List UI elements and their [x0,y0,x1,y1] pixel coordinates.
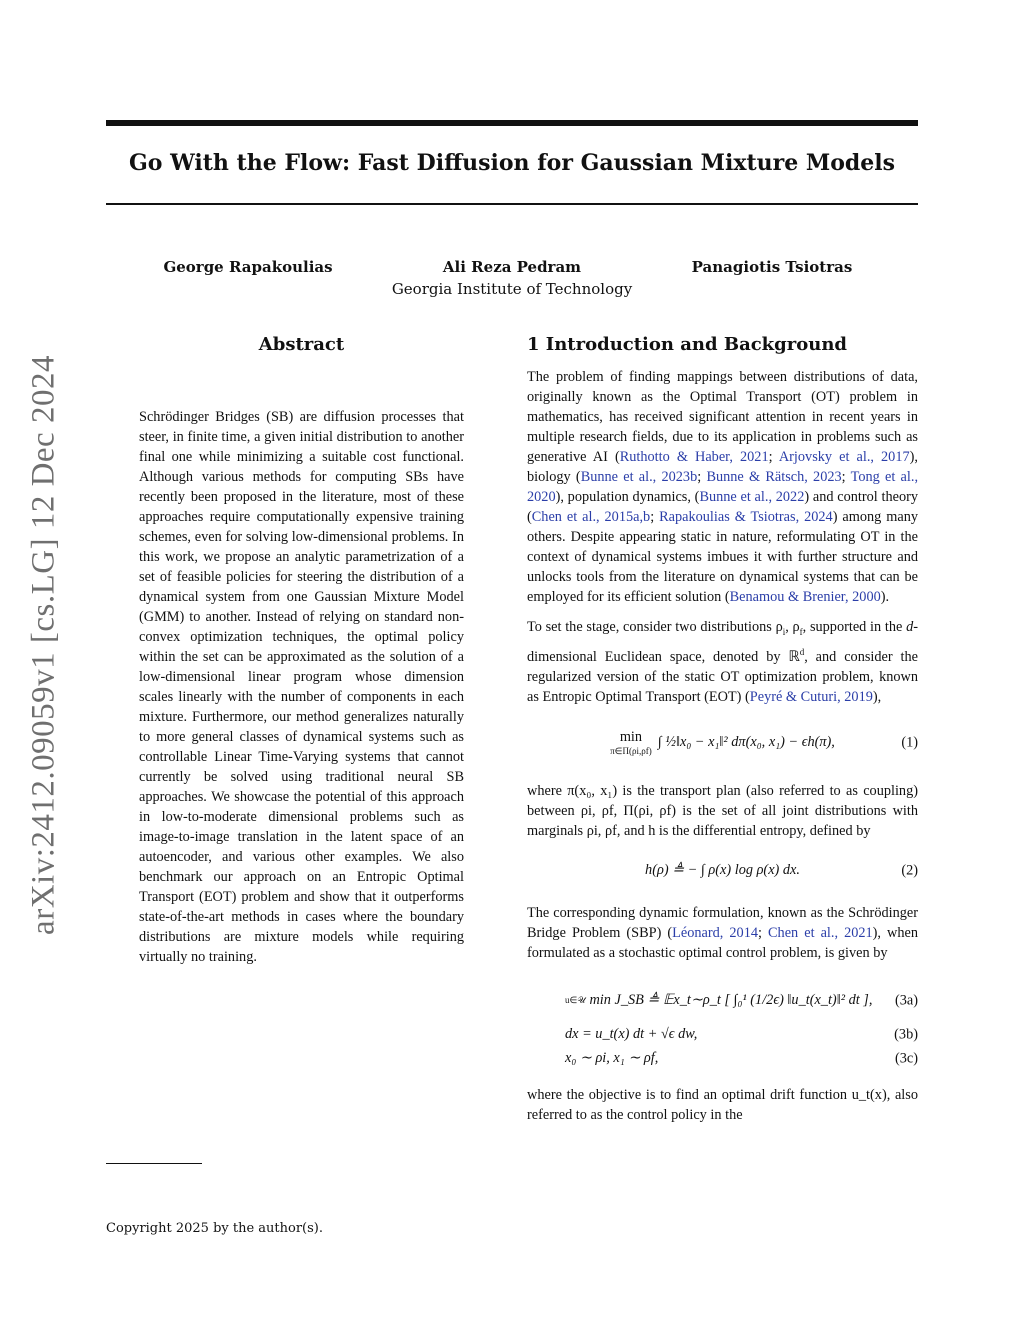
abstract-text: Schrödinger Bridges (SB) are diffusion processes that steer, in finite time, a given initial distribution to another final one while minimizing a suitable cost functional. Although various methods for computing SBs have recently been proposed in the literature, most of these approaches require computationally expensive training schemes, even for solving low-dimensional problems. In this work, we propose an analytic parametrization of a set of feasible policies for steering the distribution of a dynamical system from one Gaussian Mixture Model (GMM) to another. Instead of relying on standard non-convex optimization techniques, the optimal policy within the set can be approximated as the solution of a low-dimensional linear program whose dimension scales linearly with the number of components in each mixture. Furthermore, our method generalizes naturally to more general classes of dynamical systems such as controllable Linear Time-Varying systems that cannot currently be solved using traditional neural SB approaches. We showcase the potential of this approach in low-to-moderate dimensional problems such as image-to-image translation in the latent space of an autoencoder, and various other examples. We also benchmark our approach on an Entropic Optimal Transport (EOT) problem and show that it outperforms state-of-the-art methods in cases where the boundary distributions are mixture models while requiring virtually no training. [139,409,464,965]
arxiv-stamp: arXiv:2412.09059v1 [cs.LG] 12 Dec 2024 [25,355,62,935]
intro-paragraph-5: where the objective is to find an optimal drift function u_t(x), also referred to as the control policy in the [527,1086,918,1123]
intro-paragraph-2: To set the stage, consider two distributions $\rho_i$, $\rho_f$, supported in the d-dimensional Euclidean space, denoted by ℝ$^d$, and consider the regularized version of the static OT optimization problem, known as Entropic Optimal Transport (EOT) (Peyré & Cuturi, 2019), [527,619,918,705]
equation-number: (1) [901,734,918,751]
citation-link[interactable]: Bunne et al., 2023b [580,469,698,485]
section-heading: 1 Introduction and Background [527,334,847,355]
author-3: Panagiotis Tsiotras [691,258,853,276]
footnote-rule [106,1163,202,1164]
paper-title: Go With the Flow: Fast Diffusion for Gaussian Mixture Models [128,150,896,176]
intro-paragraph-1: The problem of finding mappings between distributions of data, originally known as the Optimal Transport (OT) problem in mathematics, has received significant attention in recent years in multiple research fields, due to its application in problems such as generative AI (Ruthotto & Haber, 2021; Arjovsky et al., 2017), biology (Bunne et al., 2023b; Bunne & Rätsch, 2023; Tong et al., 2020), population dynamics, (Bunne et al., 2022) and control theory (Chen et al., 2015a,b; Rapakoulias & Tsiotras, 2024) among many others. Despite appearing static in nature, reformulating OT in the context of dynamical systems imbues it with further structure and unlocks tools from the literature on dynamical systems that can be employed for its efficient solution (Benamou & Brenier, 2000). [527,369,919,605]
citation-link[interactable]: Ruthotto & Haber, 2021 [619,449,769,465]
equation-1: min π∈Π(ρi,ρf) ∫ ½‖x₀ − x₁‖² dπ(x₀, x₁) − ϵh(π), (1) [610,728,918,756]
citation-link[interactable]: Léonard, 2014 [672,924,758,941]
abstract-heading: Abstract [258,334,345,355]
equation-number: (3a) [894,992,918,1009]
citation-link[interactable]: Benamou & Brenier, 2000 [729,589,881,605]
equation-2: h(ρ) ≜ − ∫ ρ(x) log ρ(x) dx. (2) [645,862,918,879]
title-rule-top [106,120,918,126]
equation-number: (2) [901,862,918,879]
abstract-column [139,330,464,981]
author-1: George Rapakoulias [163,258,333,276]
equation-3a: u∈𝒰 min J_SB ≜ 𝔼x_t∼ρ_t [ ∫₀¹ (1/2ϵ) ‖u_t(x_t)‖² dt ], (3a) [565,992,918,1009]
equation-3c: x₀ ∼ ρi, x₁ ∼ ρf, (3c) [565,1050,918,1067]
equation-3b: dx = u_t(x) dt + √ϵ dw, (3b) [565,1026,918,1043]
citation-link[interactable]: Bunne et al., 2022 [699,489,805,505]
equation-number: (3c) [894,1050,918,1067]
citation-link[interactable]: Tong et al., 2020 [527,469,919,505]
title-rule-bottom [106,203,918,205]
equation-3 [527,979,918,1071]
citation-link[interactable]: Rapakoulias & Tsiotras, 2024 [659,509,833,525]
citation-link[interactable]: Chen et al., 2015a,b [531,509,651,525]
citation-link[interactable]: Peyré & Cuturi, 2019 [749,688,873,705]
copyright-notice: Copyright 2025 by the author(s). [106,1221,324,1236]
intro-paragraph-3: where π(x₀, x₁) is the transport plan (also referred to as coupling) between ρi, ρf, Π(ρi, ρf) is the set of all joint distributions with marginals ρi, ρf, and h is the differential entropy, defined by [527,782,918,839]
citation-link[interactable]: Bunne & Rätsch, 2023 [706,469,842,485]
affiliation: Georgia Institute of Technology [391,280,633,298]
author-2: Ali Reza Pedram [442,258,582,276]
citation-link[interactable]: Arjovsky et al., 2017 [778,449,910,465]
intro-paragraph-4: The corresponding dynamic formulation, known as the Schrödinger Bridge Problem (SBP) (Léonard, 2014; Chen et al., 2021), when formulated as a stochastic optimal control problem, is given by [527,904,919,961]
intro-column [527,330,918,1125]
equation-number: (3b) [894,1026,918,1043]
citation-link[interactable]: Chen et al., 2021 [768,924,873,941]
